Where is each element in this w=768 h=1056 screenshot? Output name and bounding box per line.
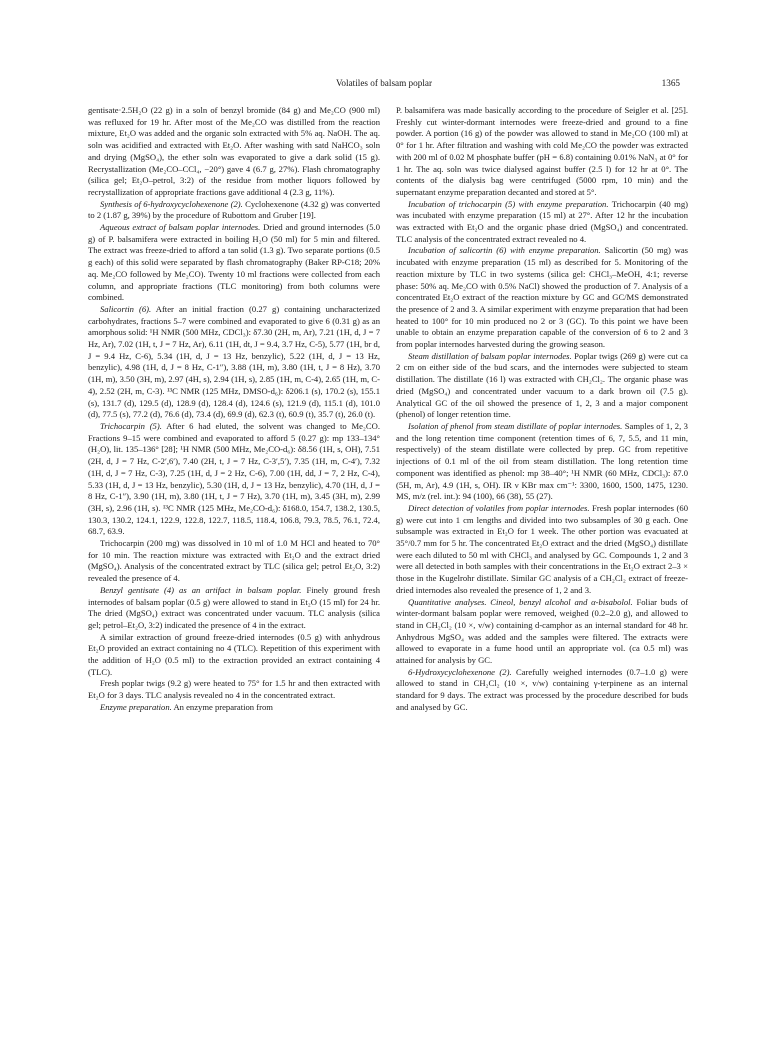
paragraph-text: Trichocarpin (200 mg) was dissolved in 10 ml of 1.0 M HCl and heated to 70° for 10 min. The reaction mixture was extracted with Et₂O and the extract dried (MgSO₄). Analysis of the concentrated extract by TLC (silica gel; petrol Et₂O, 3:2) revealed the presence of 4. (88, 538, 380, 584)
paragraph-text: Fresh poplar twigs (9.2 g) were heated to 75° for 1.5 hr and then extracted with Et₂O for 3 days. TLC analysis revealed no 4 in the concentrated extract. (88, 678, 380, 701)
paragraph-heading: Trichocarpin (5). (100, 420, 162, 431)
paragraph-text: Foliar buds of winter-dormant balsam poplar were removed, weighed (0.2–2.0 g), and allowed to stand in CH₂Cl₂ (10 ×, v/w) containing d-camphor as an internal standard for 48 hr. Anhydrous MgSO₄ was added and the samples were filtered. The extracts were allowed to evaporate in a fume hood until an appropriate vol. (ca 0.5 ml) was attained for analysis by GC. (396, 596, 688, 666)
paragraph (88, 632, 380, 679)
paragraph-text: gentisate·2.5H₂O (22 g) in a soln of benzyl bromide (84 g) and Me₂CO (900 ml) was refluxed for 19 hr. After most of the Me₂CO was distilled from the reaction mixture, Et₂O was added and the organic soln extracted with 5% aq. NaOH. The aq. soln was acidified and extracted with Et₂O. After washing with satd NaHCO₃ soln and drying (MgSO₄), the ether soln was evaporated to give a dark solid (15 g). Recrystallization (Me₂CO–CCl₄, −20°) gave 4 (6.7 g, 27%). Flash chromatography (silica gel; Et₂O–petrol, 3:2) of the residue from mother liquors followed by recrystallization of appropriate fractions gave additional 4 (2.3 g, 11%). (88, 105, 380, 197)
paragraph-heading: Direct detection of volatiles from poplar internodes. (408, 502, 590, 513)
left-text-column (88, 105, 380, 714)
paragraph-text: Cyclohexenone (4.32 g) was converted to 2 (1.87 g, 39%) by the procedure of Rubottom and Gruber [19]. (88, 198, 380, 221)
paragraph-text: Fresh poplar internodes (60 g) were cut into 1 cm lengths and divided into two subsamples of 30 g each. One subsample was extracted in Et₂O for 1 week. The other portion was evacuated at 35°/0.7 mm for 5 hr. The concentrated Et₂O extract and the dried (MgSO₄) distillate were each diluted to 50 ml with CHCl₃ and analysed by GC. Compounds 1, 2 and 3 were all detected in both samples with their concentrations in the Et₂O extract 2–3 × those in the Kugelrohr distillate. Similar GC analysis of a CH₂Cl₂ extract of freeze-dried internodes also revealed the presence of 1, 2 and 3. (396, 502, 688, 595)
paragraph-text: A similar extraction of ground freeze-dried internodes (0.5 g) with anhydrous Et₂O provided an extract containing no 4 (TLC). Repetition of this experiment with the addition of H₂O (0.5 ml) to the extraction provided an extract containing 4 (TLC). (88, 631, 380, 677)
paragraph (396, 503, 688, 597)
paragraph (396, 597, 688, 667)
paragraph (88, 585, 380, 632)
paragraph-heading: Isolation of phenol from steam distillate of poplar internodes. (408, 420, 623, 431)
paragraph-text: Trichocarpin (40 mg) was incubated with enzyme preparation (15 ml) at 27°. After 12 hr the incubation was extracted with Et₂O and the organic phase dried (MgSO₄) and concentrated. TLC analysis of the concentrated extract revealed no 4. (396, 198, 688, 244)
paragraph-text: After an initial fraction (0.27 g) containing uncharacterized carbohydrates, fractions 5–7 were combined and evaporated to give 6 (0.31 g) as an amorphous solid: ¹H NMR (500 MHz, CDCl₃): δ7.30 (2H, m, Ar), 7.21 (1H, d, J = 7 Hz, Ar), 7.02 (1H, t, J = 7 Hz, Ar), 6.11 (1H, dt, J = 9.4, 3.7 Hz, C-5), 5.77 (1H, br d, J = 9.4 Hz, C-6), 5.34 (1H, d, J = 13 Hz, benzylic), 5.22 (1H, d, J = 13 Hz, benzylic), 4.98 (1H, d, J = 8 Hz, C-1″), 3.88 (1H, m), 3.80 (1H, t, J = 8 Hz), 3.70 (1H, m), 3.50 (3H, m), 2.97 (4H, s), 2.94 (1H, s), 2.85 (1H, m, C-4), 2.65 (1H, m, C-4), 2.52 (2H, m, C-3). ¹³C NMR (125 MHz, DMSO-d₆): δ206.1 (s), 170.2 (s), 155.1 (s), 131.7 (d), 129.5 (d), 128.9 (d), 128.4 (d), 124.6 (s), 121.9 (d), 115.1 (d), 101.0 (d), 77.5 (s), 77.2 (d), 76.6 (d), 73.4 (d), 69.9 (d), 62.3 (t), 60.9 (t), 35.7 (t), 26.0 (t). (88, 303, 380, 420)
paragraph (88, 222, 380, 304)
paragraph (88, 678, 380, 701)
paragraph (88, 538, 380, 585)
paragraph-text: Samples of 1, 2, 3 and the long retention time component (retention times of 6, 7, 5.5, and 11 min, respectively) of the steam distillate were collected by prep. GC from repetitive injections of 0.1 ml of the oil from steam distillation. The long retention time component was identified as phenol: mp 38–40°; ¹H NMR (60 MHz, CDCl₃): δ7.0 (5H, m, Ar), 4.9 (1H, s, OH). IR ν KBr max cm⁻¹: 3300, 1600, 1500, 1475, 1230. MS, m/z (rel. int.): 94 (100), 66 (38), 55 (27). (396, 420, 688, 502)
paragraph (396, 199, 688, 246)
page-number: 1365 (661, 78, 680, 88)
paragraph-heading: Synthesis of 6-hydroxycyclohexenone (2). (100, 198, 243, 209)
paragraph (396, 105, 688, 199)
running-title: Volatiles of balsam poplar (335, 78, 433, 88)
paragraph (88, 105, 380, 199)
paragraph (396, 351, 688, 421)
paragraph-text: Carefully weighed internodes (0.7–1.0 g) were allowed to stand in CH₂Cl₂ (10 ×, v/w) containing γ-terpinene as an internal standard for 9 days. The extract was processed by the procedure described for buds and analysed by GC. (396, 666, 688, 712)
right-text-column (396, 105, 688, 714)
paragraph (396, 421, 688, 503)
paragraph-text: An enzyme preparation from (171, 701, 273, 712)
paragraph-heading: Enzyme preparation. (100, 701, 172, 712)
paragraph (88, 702, 380, 714)
paragraph (88, 199, 380, 222)
paragraph-heading: Benzyl gentisate (4) as an artifact in balsam poplar. (100, 584, 302, 595)
paragraph-heading: Incubation of trichocarpin (5) with enzyme preparation. (408, 198, 609, 209)
paragraph-heading: Quantitative analyses. Cineol, benzyl alcohol and α-bisabolol. (408, 596, 633, 607)
paragraph-text: Dried and ground internodes (5.0 g) of P. balsamifera were extracted in boiling H₂O (50 ml) for 5 min and filtered. The extract was freeze-dried to afford a tan solid (1.3 g). Two separate portions (0.5 g each) of this solid were separated by flash chromatography (Baker RP-C18; 20% aq. Me₂CO followed by Me₂CO). Twenty 10 ml fractions were collected from each column, and appropriate fractions (TLC monitoring) from both columns were combined. (88, 222, 380, 303)
paragraph-heading: Salicortin (6). (100, 303, 152, 314)
paragraph-text: P. balsamifera was made basically according to the procedure of Seigler et al. [25]. Freshly cut winter-dormant internodes were freeze-dried and ground to a fine powder. A portion (16 g) of the powder was allowed to stand in Me₂CO (100 ml) at 0° for 1 hr. After filtration and washing with cold Me₂CO the powder was extracted with 200 ml of 0.02 M phosphate buffer (pH = 6.8) containing 0.01% NaN₃ at 0° for 1 hr. The aq. soln was twice dialysed against buffer (2.5 l) for 12 hr at 0°. The contents of the dialysis bag were centrifuged (5000 rpm, 10 min) and the supernatant enzyme preparation decanted and stored at 5°. (396, 105, 688, 197)
paragraph (396, 245, 688, 350)
paragraph (396, 667, 688, 714)
paragraph-heading: Steam distillation of balsam poplar internodes. (408, 350, 572, 361)
paragraph-text: Poplar twigs (269 g) were cut ca 2 cm on either side of the bud scars, and the internodes were subjected to steam distillation. The distillate (16 l) was extracted with CH₂Cl₂. The organic phase was dried (MgSO₄) and concentrated under vacuum to a dark brown oil (7.5 g). Analytical GC of the oil showed the presence of 1, 2, 3 and a major component (phenol) of longer retention time. (396, 350, 688, 420)
paragraph-text: Salicortin (50 mg) was incubated with enzyme preparation (15 ml) as described for 5. Monitoring of the reaction mixture by TLC in two systems (silica gel: CHCl₃–MeOH, 4:1; reverse phase: 50% aq. Me₂CO with 0.5% NaCl) showed the production of 7. Analysis of a concentrated Et₂O extract of the reaction mixture by GC and GC/MS demonstrated the presence of 2 and 3. A similar experiment with enzyme preparation that had been heated to 100° for 10 min produced no 2 or 3 (GC). To this point we have been unable to obtain an enzyme preparation capable of the conversion of 6 to 2 and 3 from poplar internodes harvested during the growing season. (396, 245, 688, 350)
running-header (88, 76, 680, 90)
paragraph (88, 421, 380, 538)
paragraph-heading: 6-Hydroxycyclohexenone (2). (408, 666, 512, 677)
paragraph-heading: Aqueous extract of balsam poplar internodes. (100, 222, 261, 233)
paragraph-heading: Incubation of salicortin (6) with enzyme preparation. (408, 245, 601, 256)
paragraph-text: Finely ground fresh internodes of balsam poplar (0.5 g) were allowed to stand in Et₂O (15 ml) for 24 hr. The dried (MgSO₄) extract was concentrated under vacuum. TLC analysis (silica gel; petrol–Et₂O, 3:2) indicated the presence of 4 in the extract. (88, 584, 380, 630)
paragraph-text: After 6 had eluted, the solvent was changed to Me₂CO. Fractions 9–15 were combined and evaporated to afford 5 (0.27 g): mp 133–134° (H₂O), lit. 135–136° [28]; ¹H NMR (500 MHz, Me₂CO-d₆): δ8.56 (1H, s, OH), 7.51 (2H, d, J = 7 Hz, C-2′,6′), 7.40 (2H, t, J = 7 Hz, C-3′,5′), 7.35 (1H, m, C-4′), 7.32 (1H, d, J = 7 Hz, C-3), 7.25 (1H, d, J = 2 Hz, C-6), 7.00 (1H, dd, J = 7, 2 Hz, C-4), 5.33 (1H, d, J = 13 Hz, benzylic), 5.30 (1H, d, J = 13 Hz, benzylic), 4.70 (1H, d, J = 8 Hz, C-1″), 3.90 (1H, m), 3.80 (1H, t, J = 7 Hz), 3.70 (1H, m), 3.45 (3H, m), 2.99 (3H, s), 2.96 (1H, s). ¹³C NMR (125 MHz, Me₂CO-d₆): δ168.0, 154.7, 138.2, 130.5, 130.3, 130.2, 124.1, 122.9, 122.8, 122.7, 118.5, 118.4, 106.8, 79.3, 78.5, 76.1, 72.4, 68.7, 63.9. (88, 420, 380, 537)
paragraph (88, 304, 380, 421)
